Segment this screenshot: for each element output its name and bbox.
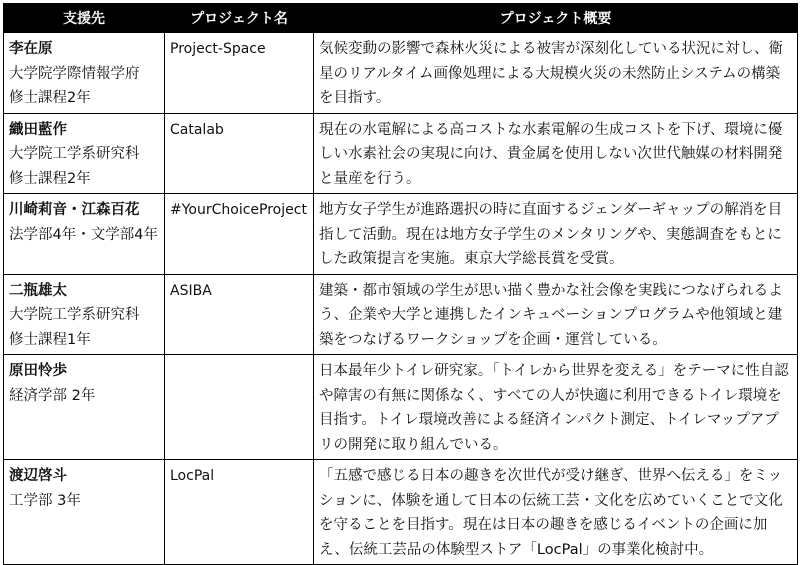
project-name-cell: ASIBA <box>165 274 314 355</box>
header-project-summary: プロジェクト概要 <box>314 4 798 33</box>
project-name-cell: Catalab <box>165 113 314 194</box>
recipient-cell <box>4 33 165 114</box>
recipient-cell <box>4 194 165 275</box>
recipient-affiliation: 大学院工学系研究科 修士課程2年 <box>9 146 140 187</box>
recipient-name: 渡辺啓斗 <box>9 468 67 484</box>
table-header-row <box>4 4 798 33</box>
table-row <box>4 355 798 460</box>
recipient-affiliation: 大学院工学系研究科 修士課程1年 <box>9 307 140 348</box>
recipient-cell <box>4 274 165 355</box>
project-name-cell: #YourChoiceProject <box>165 194 314 275</box>
project-name-cell: LocPal <box>165 460 314 565</box>
recipient-name: 李在原 <box>9 41 53 57</box>
project-name-cell <box>165 355 314 460</box>
table-row <box>4 33 798 114</box>
recipient-cell <box>4 113 165 194</box>
project-summary-cell: 「五感で感じる日本の趣きを次世代が受け継ぎ、世界へ伝える」をミッションに、体験を通して日本の伝統工芸・文化を広めていくことで文化を守ることを目指す。現在は日本の趣きを感じるイベントの企画に加え、伝統工芸品の体験型ストア「LocPal」の事業化検討中。 <box>314 460 798 565</box>
table-row <box>4 274 798 355</box>
table-row <box>4 113 798 194</box>
recipient-name: 川崎莉音・江森百花 <box>9 202 140 218</box>
project-summary-cell: 建築・都市領域の学生が思い描く豊かな社会像を実践につなげられるよう、企業や大学と連携したインキュベーションプログラムや他領域と建築をつなげるワークショップを企画・運営している。 <box>314 274 798 355</box>
header-project-name: プロジェクト名 <box>165 4 314 33</box>
project-name-cell: Project-Space <box>165 33 314 114</box>
project-summary-cell: 日本最年少トイレ研究家。「トイレから世界を変える」をテーマに性自認や障害の有無に関係なく、すべての人が快適に利用できるトイレ環境を目指す。トイレ環境改善による経済インパクト測定、トイレマップアプリの開発に取り組んでいる。 <box>314 355 798 460</box>
table-row <box>4 460 798 565</box>
recipient-affiliation: 法学部4年・文学部4年 <box>9 226 158 243</box>
recipient-cell <box>4 460 165 565</box>
recipient-cell <box>4 355 165 460</box>
recipient-affiliation: 経済学部 2年 <box>9 387 96 404</box>
recipient-name: 二瓶雄太 <box>9 282 67 299</box>
project-summary-cell: 地方女子学生が進路選択の時に直面するジェンダーギャップの解消を目指して活動。現在は地方女子学生のメンタリングや、実態調査をもとにした政策提言を実施。東京大学総長賞を受賞。 <box>314 194 798 275</box>
header-recipient: 支援先 <box>4 4 165 33</box>
recipient-name: 織田藍作 <box>9 121 67 138</box>
recipient-affiliation: 工学部 3年 <box>9 492 81 509</box>
recipient-name: 原田怜歩 <box>9 363 67 379</box>
project-summary-cell: 現在の水電解による高コストな水素電解の生成コストを下げ、環境に優しい水素社会の実現に向け、貴金属を使用しない次世代触媒の材料開発と量産を行う。 <box>314 113 798 194</box>
support-projects-table <box>3 3 798 565</box>
recipient-affiliation: 大学院学際情報学府 修士課程2年 <box>9 65 140 106</box>
table-row <box>4 194 798 275</box>
project-summary-cell: 気候変動の影響で森林火災による被害が深刻化している状況に対し、衛星のリアルタイム画像処理による大規模火災の未然防止システムの構築を目指す。 <box>314 33 798 114</box>
